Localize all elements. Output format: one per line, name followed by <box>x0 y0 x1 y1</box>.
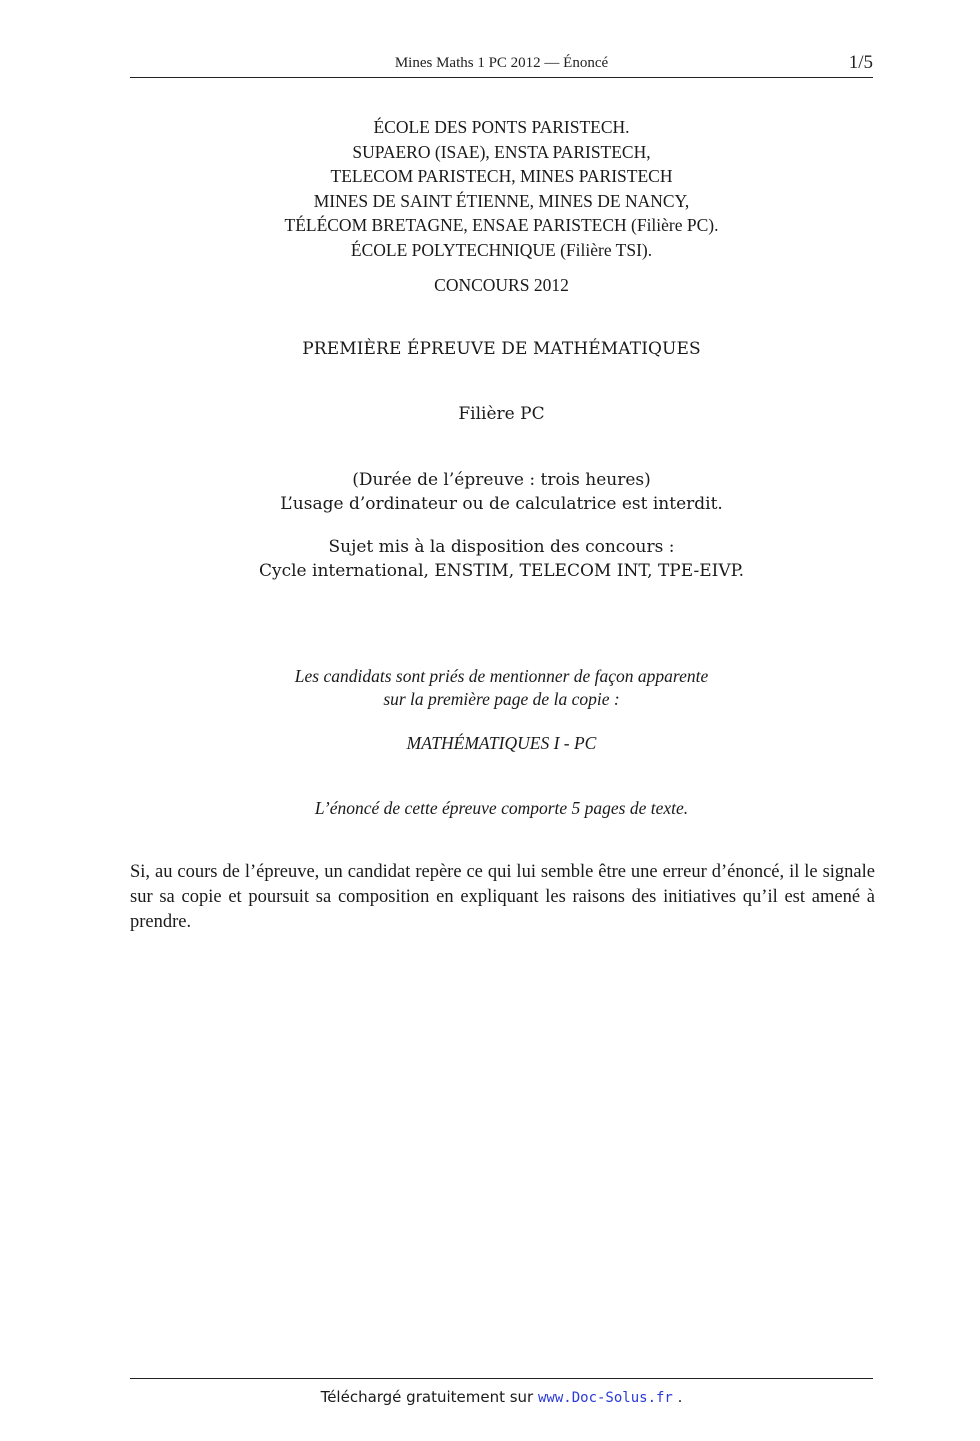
school-line: SUPAERO (ISAE), ENSTA PARISTECH, <box>352 141 651 162</box>
schools-block <box>130 115 873 262</box>
school-line: TELECOM PARISTECH, MINES PARISTECH <box>330 166 673 186</box>
page-number: 1/5 <box>848 52 873 73</box>
page-header <box>130 50 873 78</box>
sujet-line: Sujet mis à la disposition des concours : <box>328 537 675 557</box>
enonce-note: L’énoncé de cette épreuve comporte 5 pages de texte. <box>314 798 689 818</box>
footer-link[interactable]: www.Doc-Solus.fr <box>538 1390 673 1406</box>
sujet-block <box>130 535 873 583</box>
epreuve-title: PREMIÈRE ÉPREUVE DE MATHÉMATIQUES <box>302 339 701 359</box>
footer-divider <box>130 1378 873 1379</box>
school-line: ÉCOLE DES PONTS PARISTECH. <box>373 117 630 137</box>
footer-suffix: . <box>677 1388 683 1406</box>
concours-list-line: Cycle international, ENSTIM, TELECOM INT, TPE-EIVP. <box>258 561 745 581</box>
candidats-line: Les candidats sont priés de mentionner de façon apparente <box>294 666 709 686</box>
school-line: MINES DE SAINT ÉTIENNE, MINES DE NANCY, <box>313 190 690 211</box>
concours-title: CONCOURS 2012 <box>434 275 569 295</box>
header-title: Mines Maths 1 PC 2012 — Énoncé <box>394 55 609 71</box>
footer-prefix: Téléchargé gratuitement sur <box>320 1388 534 1406</box>
page-footer <box>130 1388 873 1406</box>
calculatrice-line: L’usage d’ordinateur ou de calculatrice est interdit. <box>280 494 723 514</box>
candidats-line: sur la première page de la copie : <box>383 688 620 709</box>
school-line: TÉLÉCOM BRETAGNE, ENSAE PARISTECH (Filière PC). <box>284 215 719 235</box>
matiere-label: MATHÉMATIQUES I - PC <box>406 733 597 753</box>
candidats-note <box>130 665 873 710</box>
filiere-label: Filière PC <box>458 404 545 424</box>
school-line: ÉCOLE POLYTECHNIQUE (Filière TSI). <box>350 239 653 260</box>
duree-line: (Durée de l’épreuve : trois heures) <box>352 470 651 490</box>
instructions-paragraph: Si, au cours de l’épreuve, un candidat repère ce qui lui semble être une erreur d’énoncé, il le signale sur sa copie et poursuit sa composition en expliquant les raisons des initiatives qu’il est amené à prendre. <box>130 862 875 932</box>
duree-block <box>130 468 873 516</box>
